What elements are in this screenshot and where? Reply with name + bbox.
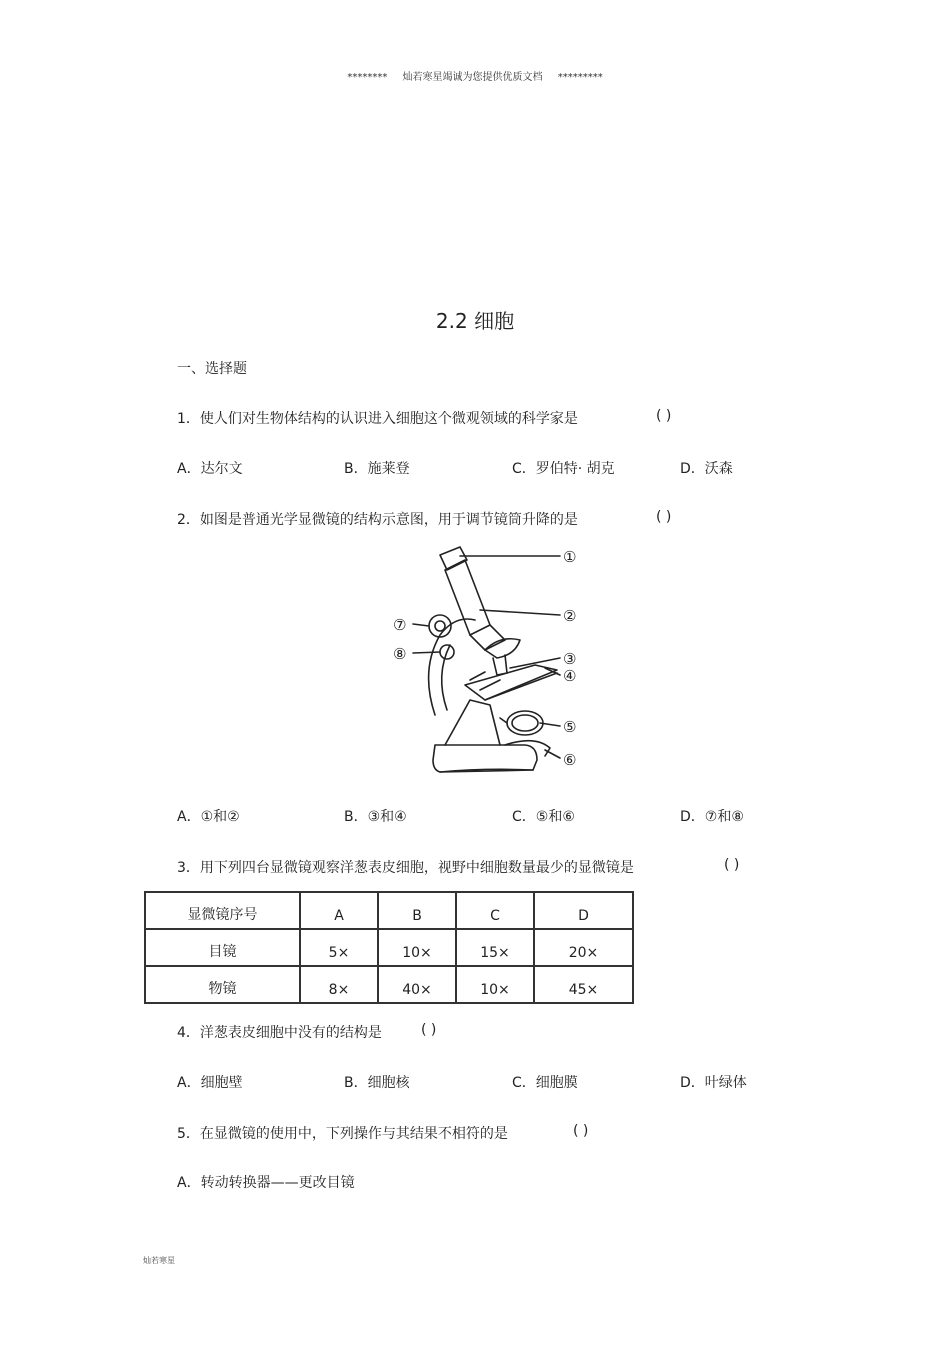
label-1: ① [563,548,577,566]
table-cell: 5× [300,929,378,966]
table-row [145,966,633,1003]
answer-blank-1: ( ) [656,408,672,424]
table-cell: 40× [378,966,456,1003]
table-cell: 10× [378,929,456,966]
microscope-diagram [385,540,600,785]
question-4: 4．洋葱表皮细胞中没有的结构是 [177,1025,382,1041]
label-7: ⑦ [393,616,407,634]
label-3: ③ [563,650,577,668]
option-5a: A．转动转换器——更改目镜 [177,1175,355,1191]
table-header-cell: D [534,892,633,929]
header-stars-left: ******** [347,72,388,83]
page-header [0,68,950,83]
option-1b: B．施莱登 [344,461,410,477]
table-cell: 15× [456,929,534,966]
answer-blank-4: ( ) [421,1022,437,1038]
header-text: 灿若寒星竭诚为您提供优质文档 [402,72,543,83]
option-2d: D．⑦和⑧ [680,809,744,825]
option-4d: D．叶绿体 [680,1075,747,1091]
option-4c: C．细胞膜 [512,1075,578,1091]
label-4: ④ [563,667,577,685]
option-1d: D．沃森 [680,461,733,477]
option-1a: A．达尔文 [177,461,243,477]
table-header-row [145,892,633,929]
label-2: ② [563,607,577,625]
microscope-table [144,891,634,1004]
answer-blank-2: ( ) [656,509,672,525]
answer-blank-3: ( ) [724,857,740,873]
option-1c: C．罗伯特· 胡克 [512,461,615,477]
table-header-cell: B [378,892,456,929]
label-8: ⑧ [393,645,407,663]
question-1: 1．使人们对生物体结构的认识进入细胞这个微观领域的科学家是 [177,411,578,427]
table-cell: 目镜 [145,929,300,966]
question-2: 2．如图是普通光学显微镜的结构示意图，用于调节镜筒升降的是 [177,512,578,528]
table-header-cell: 显微镜序号 [145,892,300,929]
table-cell: 物镜 [145,966,300,1003]
section-heading: 一、选择题 [177,361,247,377]
label-5: ⑤ [563,718,577,736]
table-cell: 10× [456,966,534,1003]
page-footer: 灿若寒星 [143,1256,175,1265]
question-5: 5．在显微镜的使用中，下列操作与其结果不相符的是 [177,1126,508,1142]
header-stars-right: ********* [557,72,603,83]
table-cell: 45× [534,966,633,1003]
option-4a: A．细胞壁 [177,1075,243,1091]
table-row [145,929,633,966]
table-cell: 20× [534,929,633,966]
table-header-cell: A [300,892,378,929]
page-title: 2.2 细胞 [435,309,515,333]
option-2a: A．①和② [177,809,240,825]
table-cell: 8× [300,966,378,1003]
table-header-cell: C [456,892,534,929]
label-6: ⑥ [563,751,577,769]
option-2b: B．③和④ [344,809,407,825]
option-4b: B．细胞核 [344,1075,410,1091]
option-2c: C．⑤和⑥ [512,809,575,825]
question-3: 3．用下列四台显微镜观察洋葱表皮细胞，视野中细胞数量最少的显微镜是 [177,860,634,876]
answer-blank-5: ( ) [573,1123,589,1139]
